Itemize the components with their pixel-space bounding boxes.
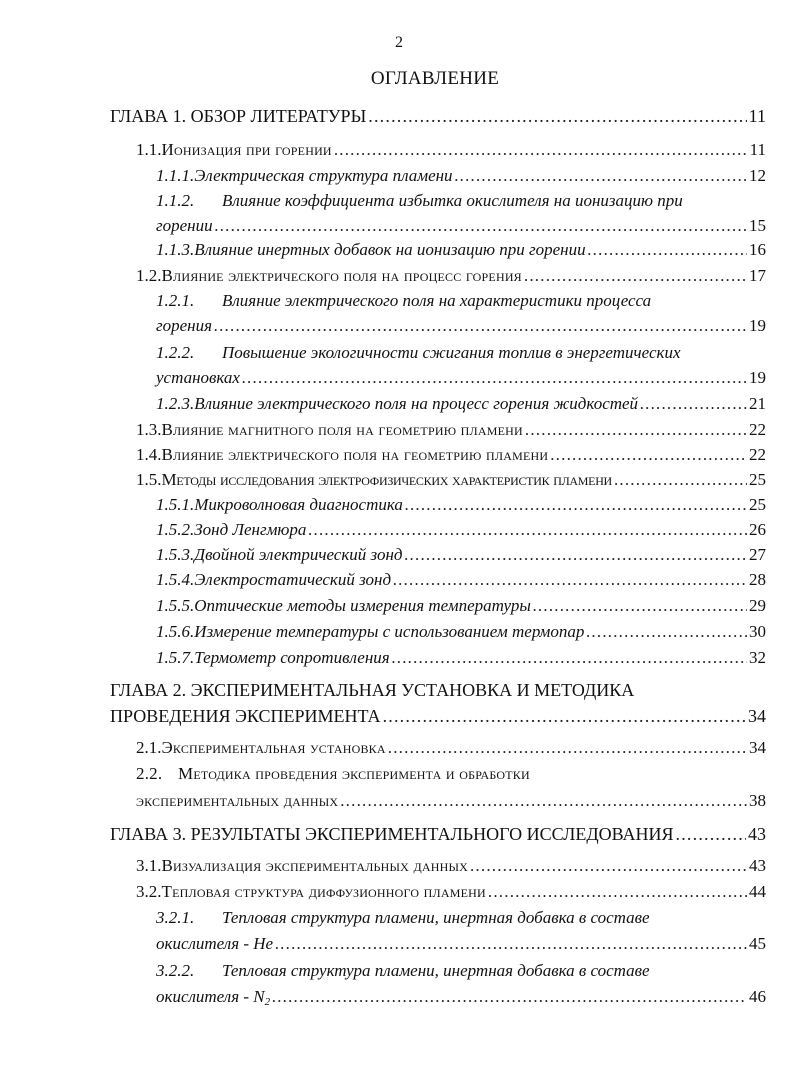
toc-subsection-1-1-1[interactable] [156, 166, 766, 190]
dot-leader [214, 316, 747, 336]
dot-leader [275, 934, 747, 954]
toc-page: 19 [749, 368, 766, 387]
dot-leader [470, 856, 747, 876]
toc-page: 29 [749, 596, 766, 615]
toc-text: Зонд Ленгмюра [194, 520, 307, 539]
dot-leader [588, 240, 747, 260]
dot-leader [405, 495, 747, 515]
toc-num: 1.5.5. [156, 596, 195, 615]
toc-text: Тепловая структура пламени, инертная добавка в составе [222, 961, 650, 980]
toc-text: ГЛАВА 3. РЕЗУЛЬТАТЫ ЭКСПЕРИМЕНТАЛЬНОГО ИССЛЕДОВАНИЯ [110, 824, 674, 844]
toc-text: Электростатический зонд [194, 570, 392, 589]
toc-subsection-1-2-2-line1[interactable] [156, 343, 681, 363]
toc-page: 30 [749, 622, 766, 641]
toc-num: 1.2.3. [156, 394, 195, 413]
toc-page: 11 [749, 140, 766, 159]
dot-leader [614, 470, 747, 490]
toc-page: 32 [749, 648, 766, 667]
toc-text: Оптические методы измерения температуры [194, 596, 531, 615]
toc-page: 22 [749, 445, 766, 464]
toc-page: 21 [749, 394, 766, 413]
dot-leader [488, 882, 747, 902]
toc-page: 43 [749, 856, 766, 875]
toc-text: Влияние электрического поля на характеристики процесса [222, 291, 652, 310]
toc-page: 12 [749, 166, 766, 185]
toc-page: 22 [749, 420, 766, 439]
toc-text: Измерение температуры с использованием термопар [194, 622, 585, 641]
dot-leader [272, 987, 747, 1007]
dot-leader [550, 445, 747, 465]
toc-subsection-1-2-1-line1[interactable] [156, 291, 651, 311]
toc-text: Визуализация экспериментальных данных [161, 856, 468, 875]
dot-leader [383, 706, 746, 727]
toc-text: Тепловая структура пламени, инертная добавка в составе [222, 908, 650, 927]
toc-page: 25 [749, 470, 766, 489]
dot-leader [215, 216, 747, 236]
toc-subsection-1-5-4[interactable] [156, 570, 766, 594]
toc-num: 3.1. [136, 856, 162, 875]
toc-num: 1.4. [136, 445, 162, 464]
toc-section-3-1[interactable] [136, 856, 766, 880]
toc-subsection-1-5-6[interactable] [156, 622, 766, 646]
dot-leader [388, 738, 747, 758]
toc-text: Повышение экологичности сжигания топлив в энергетических [222, 343, 681, 362]
page-number: 2 [395, 34, 403, 51]
toc-text: Термометр сопротивления [194, 648, 390, 667]
toc-num: 1.1.1. [156, 166, 195, 185]
dot-leader [242, 368, 747, 388]
toc-text: Влияние магнитного поля на геометрию пламени [161, 420, 523, 439]
dot-leader [393, 570, 747, 590]
toc-text: ГЛАВА 1. ОБЗОР ЛИТЕРАТУРЫ [110, 106, 367, 126]
toc-section-1-2[interactable] [136, 266, 766, 290]
toc-chapter-2-line1[interactable] [110, 680, 634, 701]
dot-leader [524, 266, 747, 286]
toc-subsection-1-2-2[interactable] [156, 368, 766, 392]
toc-text: установках [156, 368, 240, 387]
toc-page: 16 [749, 240, 766, 259]
toc-page: 46 [749, 987, 766, 1006]
toc-text: Влияние электрического поля на процесс горения [161, 266, 522, 285]
toc-subsection-3-2-1-line1[interactable] [156, 908, 650, 928]
toc-subsection-1-5-1[interactable] [156, 495, 766, 519]
dot-leader [334, 140, 748, 160]
toc-num: 1.5.3. [156, 545, 195, 564]
toc-text: ПРОВЕДЕНИЯ ЭКСПЕРИМЕНТА [110, 706, 381, 726]
toc-chapter-2[interactable] [110, 706, 766, 730]
toc-page: 43 [748, 824, 766, 844]
dot-leader [455, 166, 747, 186]
toc-page: 45 [749, 934, 766, 953]
toc-page: 44 [749, 882, 766, 901]
dot-leader [368, 106, 746, 127]
toc-text: Электрическая структура пламени [194, 166, 453, 185]
toc-page: 38 [749, 791, 766, 810]
toc-text: Влияние инертных добавок на ионизацию при горении [194, 240, 586, 259]
toc-text: Тепловая структура диффузионного пламени [161, 882, 486, 901]
toc-num: 1.1.2. [156, 191, 195, 210]
toc-num: 1.1. [136, 140, 162, 159]
toc-page: 15 [749, 216, 766, 235]
toc-num: 3.2.1. [156, 908, 195, 927]
dot-leader [340, 791, 747, 811]
dot-leader [676, 824, 746, 845]
toc-text: экспериментальных данных [136, 791, 339, 810]
toc-num: 1.5.7. [156, 648, 195, 667]
toc-num: 1.5.1. [156, 495, 195, 514]
toc-subsection-1-2-3[interactable] [156, 394, 766, 418]
toc-subsection-3-2-1[interactable] [156, 934, 766, 958]
toc-num: 2.1. [136, 738, 162, 757]
toc-num: 1.5. [136, 470, 162, 489]
toc-page: 11 [748, 106, 766, 126]
toc-subsection-1-2-1[interactable] [156, 316, 766, 340]
toc-text [156, 987, 270, 1008]
toc-chapter-1[interactable] [110, 106, 766, 130]
toc-subsection-1-5-2[interactable] [156, 520, 766, 544]
toc-text-main: окислителя - N [156, 987, 265, 1006]
toc-page: 28 [749, 570, 766, 589]
toc-text: ГЛАВА 2. ЭКСПЕРИМЕНТАЛЬНАЯ УСТАНОВКА И МЕТОДИКА [110, 680, 635, 700]
subscript: 2 [264, 996, 271, 1008]
toc-page: 25 [749, 495, 766, 514]
toc-title: ОГЛАВЛЕНИЕ [370, 68, 500, 89]
toc-num: 1.5.6. [156, 622, 195, 641]
toc-num: 3.2. [136, 882, 162, 901]
toc-text: Двойной электрический зонд [194, 545, 403, 564]
toc-section-1-1[interactable] [136, 140, 766, 164]
toc-text: Влияние электрического поля на процесс горения жидкостей [194, 394, 639, 413]
toc-section-1-3[interactable] [136, 420, 766, 444]
toc-text: Методика проведения эксперимента и обработки [178, 764, 530, 783]
toc-text: Методы исследования электрофизических характеристик пламени [161, 470, 612, 489]
dot-leader [525, 420, 747, 440]
toc-num: 1.5.4. [156, 570, 195, 589]
toc-page: 34 [749, 738, 766, 757]
toc-subsection-1-1-3[interactable] [156, 240, 766, 264]
dot-leader [392, 648, 747, 668]
toc-num: 1.2. [136, 266, 162, 285]
toc-page: 26 [749, 520, 766, 539]
toc-num: 1.1.3. [156, 240, 195, 259]
toc-subsection-1-5-7[interactable] [156, 648, 766, 672]
dot-leader [586, 622, 747, 642]
toc-section-2-1[interactable] [136, 738, 766, 762]
toc-section-2-2-line1[interactable] [136, 764, 530, 784]
toc-section-3-2[interactable] [136, 882, 766, 906]
toc-num: 1.2.1. [156, 291, 195, 310]
toc-num: 1.2.2. [156, 343, 195, 362]
toc-text: Влияние электрического поля на геометрию пламени [161, 445, 549, 464]
toc-subsection-1-5-5[interactable] [156, 596, 766, 620]
toc-num: 1.3. [136, 420, 162, 439]
toc-num: 2.2. [136, 764, 163, 783]
toc-num: 3.2.2. [156, 961, 195, 980]
toc-page: 17 [749, 266, 766, 285]
toc-page: 34 [748, 706, 766, 726]
toc-page: 27 [749, 545, 766, 564]
toc-text: окислителя - He [156, 934, 274, 953]
toc-text: Экспериментальная установка [161, 738, 386, 757]
toc-text: Микроволновая диагностика [194, 495, 403, 514]
toc-num: 1.5.2. [156, 520, 195, 539]
toc-text: Влияние коэффициента избытка окислителя на ионизацию при [222, 191, 683, 210]
toc-section-1-5[interactable] [136, 470, 766, 494]
toc-section-1-4[interactable] [136, 445, 766, 469]
toc-subsection-3-2-2-line1[interactable] [156, 961, 650, 981]
toc-text: горении [156, 216, 213, 235]
toc-chapter-3[interactable] [110, 824, 766, 848]
toc-subsection-1-5-3[interactable] [156, 545, 766, 569]
dot-leader [640, 394, 747, 414]
toc-subsection-3-2-2[interactable] [156, 987, 766, 1011]
toc-text: Ионизация при горении [161, 140, 332, 159]
toc-subsection-1-1-2[interactable] [156, 216, 766, 240]
dot-leader [533, 596, 747, 616]
toc-section-2-2[interactable] [136, 791, 766, 815]
dot-leader [308, 520, 747, 540]
toc-text: горения [156, 316, 213, 335]
dot-leader [404, 545, 747, 565]
toc-subsection-1-1-2-line1[interactable] [156, 191, 766, 211]
toc-page: 19 [749, 316, 766, 335]
